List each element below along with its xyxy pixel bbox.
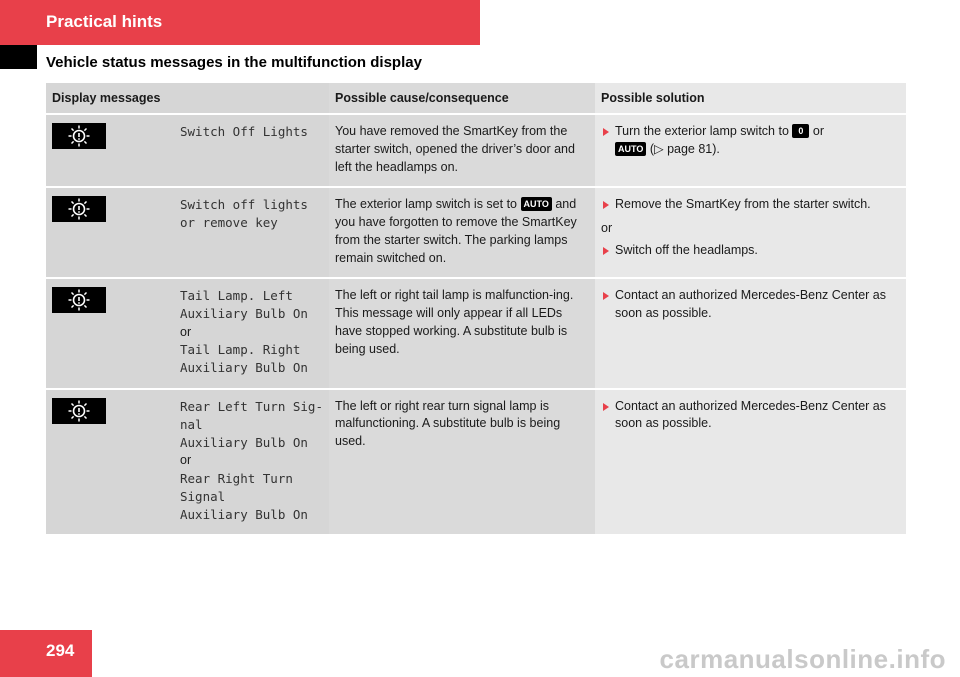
display-message-cell (174, 115, 329, 188)
status-messages-table (46, 83, 906, 536)
display-message-text: Rear Left Turn Sig- (180, 398, 323, 414)
display-message-cell (174, 188, 329, 279)
lamp-switch-auto-symbol: AUTO (615, 142, 646, 156)
lamp-switch-auto-symbol: AUTO (521, 197, 552, 211)
cause-text: The left or right tail lamp is malfunction-ing. This message will only appear if all LEDs have stopped working. A substitute bulb is being used. (335, 288, 574, 356)
display-message-text: Signal (180, 488, 226, 504)
solution-cell (595, 390, 906, 537)
display-message-text: Switch off lights (180, 197, 308, 213)
solution-step: Contact an authorized Mercedes-Benz Center as soon as possible. (601, 287, 900, 323)
display-message-text: Switch Off Lights (180, 124, 308, 139)
display-message-text: or remove key (180, 215, 278, 231)
cause-text: The exterior lamp switch is set to (335, 197, 518, 212)
solution-cell (595, 115, 906, 188)
solution-cell (595, 188, 906, 279)
solution-step: Switch off the headlamps. (601, 242, 900, 260)
solution-step: Contact an authorized Mercedes-Benz Center as soon as possible. (601, 398, 900, 434)
cause-cell (329, 390, 595, 537)
solution-cell (595, 279, 906, 389)
exterior-lamp-warning-icon (52, 398, 106, 424)
section-title: Vehicle status messages in the multifunction display (46, 54, 422, 71)
display-message-text: Tail Lamp. Left (180, 288, 293, 304)
cause-cell (329, 115, 595, 188)
icon-cell (46, 279, 174, 389)
icon-cell (46, 115, 174, 188)
icon-cell (46, 188, 174, 279)
table-row (46, 390, 906, 537)
lamp-switch-zero-symbol: 0 (792, 124, 809, 138)
or-separator: or (180, 324, 192, 339)
table-row (46, 188, 906, 279)
exterior-lamp-warning-icon (52, 196, 106, 222)
solution-step: Turn the exterior lamp switch to 0 or AUTO (▷ page 81). (601, 123, 900, 159)
black-tab-marker (0, 45, 37, 69)
table-row (46, 279, 906, 389)
display-message-text: Auxiliary Bulb On (180, 434, 308, 450)
icon-cell (46, 390, 174, 537)
display-message-text: nal (180, 416, 203, 432)
display-message-cell (174, 279, 329, 389)
solution-step: Remove the SmartKey from the starter switch. (601, 196, 900, 214)
or-separator: or (180, 452, 192, 467)
cause-cell (329, 188, 595, 279)
display-message-text: Tail Lamp. Right (180, 342, 301, 358)
exterior-lamp-warning-icon (52, 123, 106, 149)
watermark: carmanualsonline.info (659, 644, 946, 674)
cause-cell (329, 279, 595, 389)
display-message-cell (174, 390, 329, 537)
display-message-text: Rear Right Turn (180, 470, 293, 486)
table-row (46, 115, 906, 188)
header-possible-cause: Possible cause/consequence (329, 83, 595, 115)
chapter-title: Practical hints (46, 12, 163, 31)
display-message-text: Auxiliary Bulb On (180, 506, 308, 522)
header-possible-solution: Possible solution (595, 83, 906, 115)
exterior-lamp-warning-icon (52, 287, 106, 313)
cause-text: The left or right rear turn signal lamp is malfunctioning. A substitute bulb is being used. (335, 398, 561, 448)
table-header-row (46, 83, 906, 115)
display-message-text: Auxiliary Bulb On (180, 306, 308, 322)
cause-text: You have removed the SmartKey from the starter switch, opened the driver’s door and left the headlamps on. (335, 124, 575, 174)
page-number: 294 (46, 641, 75, 660)
or-separator: or (601, 221, 613, 235)
display-message-text: Auxiliary Bulb On (180, 360, 308, 376)
cause-text: and you have forgotten to remove the SmartKey from the starter switch. The parking lamps remain switched on. (335, 197, 577, 265)
header-display-messages: Display messages (46, 83, 329, 115)
